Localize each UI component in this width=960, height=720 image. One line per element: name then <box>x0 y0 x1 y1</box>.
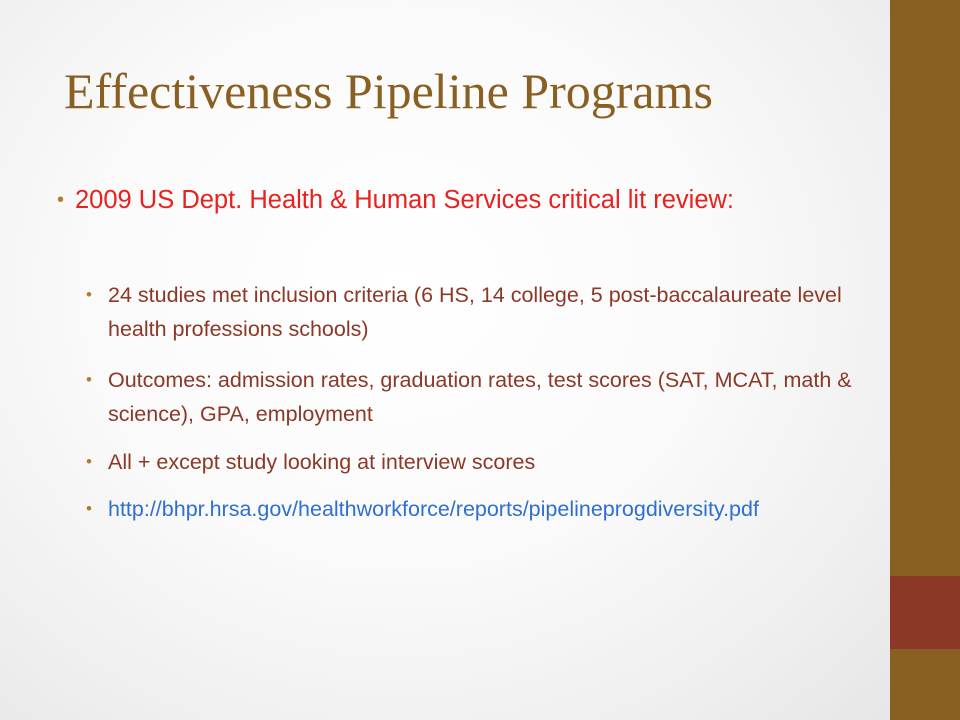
sub-bullet-studies <box>86 278 886 346</box>
sub-bullet-text: All + except study looking at interview scores <box>108 450 536 474</box>
sub-bullet-outcomes <box>86 363 886 431</box>
report-link[interactable]: http://bhpr.hrsa.gov/healthworkforce/reports/pipelineprogdiversity.pdf <box>108 497 759 521</box>
sub-bullet-text: Outcomes: admission rates, graduation rates, test scores (SAT, MCAT, math & science), GPA, employment <box>108 368 852 426</box>
sub-bullet-text: 24 studies met inclusion criteria (6 HS, 14 college, 5 post-baccalaureate level health professions schools) <box>108 283 842 341</box>
sub-bullet-link[interactable] <box>86 492 886 526</box>
bullet-dot-icon: • <box>57 189 65 211</box>
bullet-dot-icon: • <box>86 370 92 389</box>
slide-title: Effectiveness Pipeline Programs <box>64 63 713 119</box>
side-decor-accent <box>890 576 960 649</box>
bullet-dot-icon: • <box>86 499 92 518</box>
bullet-dot-icon: • <box>86 285 92 304</box>
sub-bullet-exception <box>86 445 886 479</box>
bullet-main-text: 2009 US Dept. Health & Human Services critical lit review: <box>75 186 735 214</box>
bullet-dot-icon: • <box>86 452 92 471</box>
bullet-main <box>57 181 857 219</box>
